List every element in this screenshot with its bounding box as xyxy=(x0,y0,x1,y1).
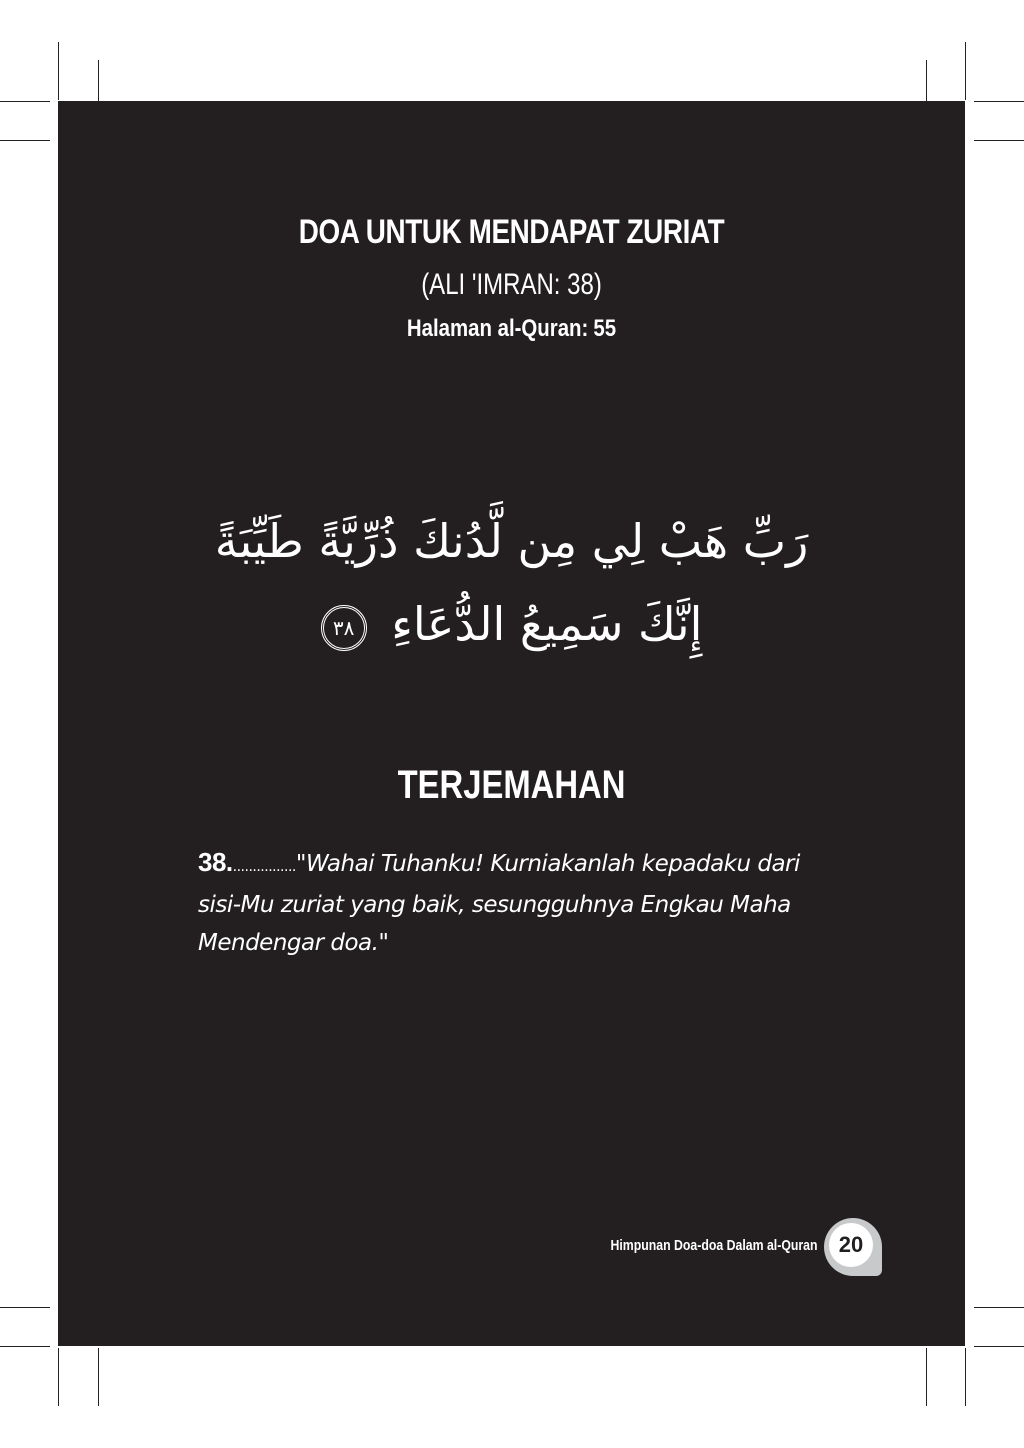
verse-line-2: إِنَّكَ سَمِيعُ الدُّعَاءِ xyxy=(391,597,703,651)
page-sheet xyxy=(58,101,965,1346)
crop-mark xyxy=(0,1346,50,1347)
verse-line-1: رَبِّ هَبْ لِي مِن لَّدُنكَ ذُرِّيَّةً طَيِّبَةً xyxy=(214,514,809,568)
page-number-badge xyxy=(824,1218,882,1276)
crop-mark xyxy=(0,1307,50,1308)
crop-mark xyxy=(974,101,1024,102)
quran-page-number: 55 xyxy=(593,315,617,342)
crop-mark xyxy=(974,1307,1024,1308)
quran-page-label: Halaman al-Quran: xyxy=(406,315,589,342)
quran-page-reference xyxy=(126,315,897,343)
footer-book-title: Himpunan Doa-doa Dalam al-Quran xyxy=(610,1237,818,1254)
crop-mark xyxy=(974,140,1024,141)
crop-mark xyxy=(58,42,59,100)
translation-dots: ................ xyxy=(232,859,296,875)
crop-mark xyxy=(974,1346,1024,1347)
crop-mark xyxy=(965,1348,966,1406)
crop-mark xyxy=(926,1348,927,1406)
crop-mark xyxy=(0,101,50,102)
crop-mark xyxy=(965,42,966,100)
page-title: DOA UNTUK MENDAPAT ZURIAT xyxy=(298,213,725,251)
surah-reference: (ALI 'IMRAN: 38) xyxy=(421,268,602,301)
crop-mark xyxy=(0,140,50,141)
crop-mark xyxy=(98,1348,99,1406)
translation-text: "Wahai Tuhanku! Kurniakanlah kepadaku dari sisi-Mu zuriat yang baik, sesungguhnya Engkau Maha Mendengar doa." xyxy=(198,851,800,956)
crop-mark xyxy=(58,1348,59,1406)
translation-paragraph xyxy=(198,843,838,962)
ayah-number-marker: ٣٨ xyxy=(321,605,367,651)
translation-verse-number: 38. xyxy=(198,847,233,877)
translation-heading: TERJEMAHAN xyxy=(397,763,626,807)
page-number: 20 xyxy=(829,1223,873,1267)
verse-line-2-container xyxy=(178,589,845,659)
